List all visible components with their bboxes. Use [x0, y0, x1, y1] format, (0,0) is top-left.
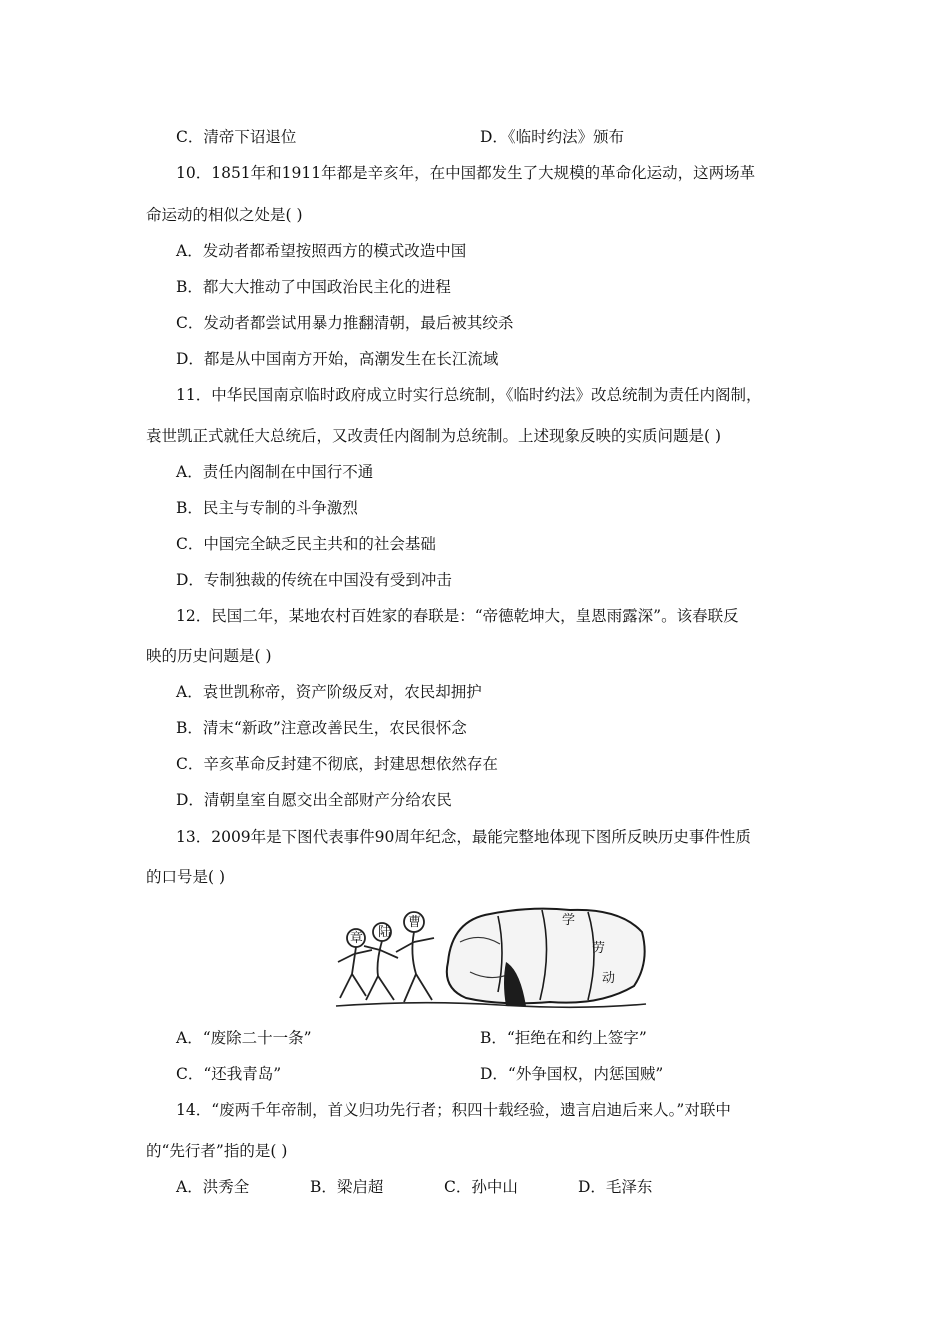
q10-stem-line1: 10．1851年和1911年都是辛亥年，在中国都发生了大规模的革命化运动，这两场革	[176, 164, 756, 182]
q10-option-d: D．都是从中国南方开始，高潮发生在长江流域	[176, 350, 499, 368]
q11-stem-line2: 袁世凯正式就任大总统后，又改责任内阁制为总统制。上述现象反映的实质问题是( )	[146, 427, 722, 445]
cartoon-char-5: 劳	[592, 941, 606, 956]
q12-stem-line1: 12．民国二年，某地农村百姓家的春联是：“帝德乾坤大，皇恩雨露深”。该春联反	[176, 607, 739, 625]
q12-option-b: B．清末“新政”注意改善民生，农民很怀念	[176, 719, 467, 737]
cartoon-char-4: 学	[562, 913, 576, 928]
cartoon-char-3: 曹	[408, 915, 422, 930]
q14-option-a: A．洪秀全	[176, 1178, 250, 1196]
q13-stem-line2: 的口号是( )	[146, 868, 226, 886]
q10-stem-line2: 命运动的相似之处是( )	[146, 206, 303, 224]
q14-stem-line2: 的“先行者”指的是( )	[146, 1142, 288, 1160]
fist-shape	[447, 909, 645, 1006]
q13-option-b: B．“拒绝在和约上签字”	[480, 1029, 647, 1047]
q10-option-a: A．发动者都希望按照西方的模式改造中国	[176, 242, 467, 260]
q13-option-c: C．“还我青岛”	[176, 1065, 282, 1083]
q11-option-c: C．中国完全缺乏民主共和的社会基础	[176, 535, 436, 553]
q14-option-d: D．毛泽东	[578, 1178, 653, 1196]
q11-option-a: A．责任内阁制在中国行不通	[176, 463, 374, 481]
q13-option-a: A．“废除二十一条”	[176, 1029, 312, 1047]
q14-stem-line1: 14．“废两千年帝制，首义归功先行者；积四十载经验，遗言启迪后来人。”对联中	[176, 1101, 731, 1119]
q10-option-c: C．发动者都尝试用暴力推翻清朝，最后被其绞杀	[176, 314, 514, 332]
q12-option-d: D．清朝皇室自愿交出全部财产分给农民	[176, 791, 452, 809]
q12-option-c: C．辛亥革命反封建不彻底，封建思想依然存在	[176, 755, 498, 773]
q14-option-c: C．孙中山	[444, 1178, 518, 1196]
q14-option-b: B．梁启超	[310, 1178, 384, 1196]
may-fourth-cartoon	[330, 902, 650, 1014]
cartoon-char-6: 动	[602, 971, 616, 986]
q12-stem-line2: 映的历史问题是( )	[146, 647, 272, 665]
cartoon-char-2: 陆	[378, 925, 392, 940]
q11-option-d: D．专制独裁的传统在中国没有受到冲击	[176, 571, 452, 589]
q9-option-c: C．清帝下诏退位	[176, 128, 297, 146]
q11-option-b: B．民主与专制的斗争激烈	[176, 499, 358, 517]
q12-option-a: A．袁世凯称帝，资产阶级反对，农民却拥护	[176, 683, 482, 701]
cartoon-drawing	[330, 902, 650, 1014]
q13-option-d: D．“外争国权，内惩国贼”	[480, 1065, 664, 1083]
q10-option-b: B．都大大推动了中国政治民主化的进程	[176, 278, 451, 296]
q11-stem-line1: 11．中华民国南京临时政府成立时实行总统制，《临时约法》改总统制为责任内阁制，	[176, 386, 762, 404]
cartoon-char-1: 章	[350, 931, 364, 946]
q13-stem-line1: 13．2009年是下图代表事件90周年纪念，最能完整地体现下图所反映历史事件性质	[176, 828, 751, 846]
q9-option-d: D．《临时约法》颁布	[480, 128, 625, 146]
